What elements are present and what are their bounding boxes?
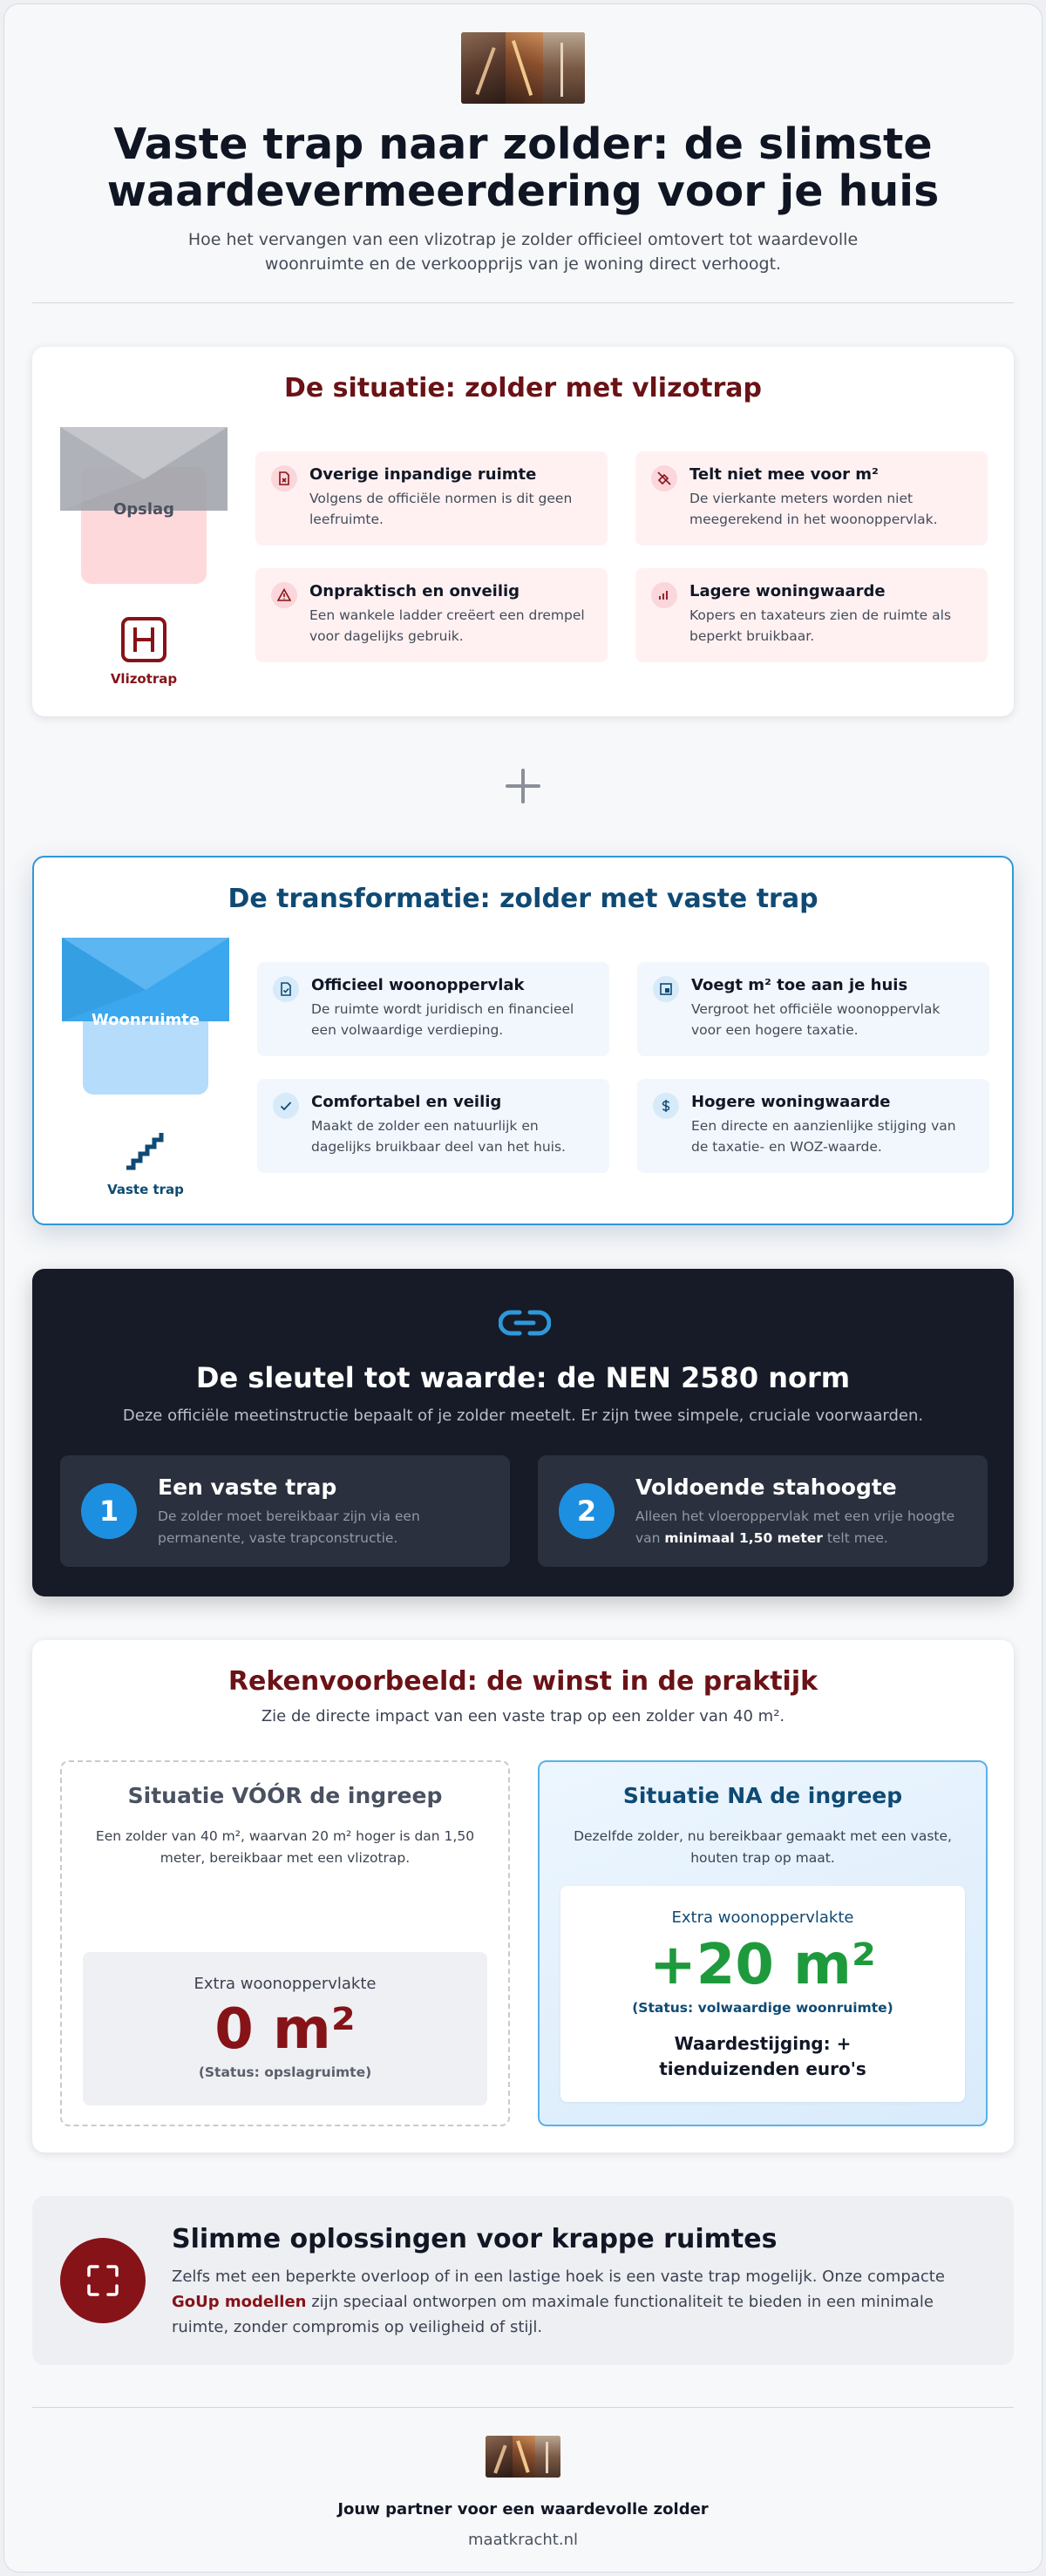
nen-subtitle: Deze officiële meetinstructie bepaalt of je zolder meetelt. Er zijn twee simpele, cruciale voorwaarden. xyxy=(122,1407,924,1425)
result-gain: Waardestijging: + tienduizenden euro's xyxy=(659,2033,866,2079)
warning-icon xyxy=(271,582,297,608)
area-add-icon xyxy=(653,976,679,1002)
expand-icon xyxy=(60,2238,146,2323)
situatie-voor-title: Situatie VÓÓR de ingreep xyxy=(127,1783,443,1808)
dollar-icon xyxy=(653,1093,679,1119)
result-value: +20 m² xyxy=(649,1933,876,1997)
ladder-caption: Vlizotrap xyxy=(110,671,178,687)
feature-title: Onpraktisch en onveilig xyxy=(309,582,520,600)
feature-title: Lagere woningwaarde xyxy=(689,582,886,600)
feature-title: Telt niet mee voor m² xyxy=(689,465,879,484)
feature-title: Officieel woonoppervlak xyxy=(311,976,525,994)
house-label: Woonruimte xyxy=(91,1011,200,1029)
ruler-off-icon xyxy=(651,465,677,491)
situatie-title: De situatie: zolder met vlizotrap xyxy=(283,373,763,403)
stairs-caption: Vaste trap xyxy=(107,1182,184,1197)
rekenvoorbeeld-intro: Zie de directe impact van een vaste trap op een zolder van 40 m². xyxy=(261,1707,785,1725)
nen-title: De sleutel tot waarde: de NEN 2580 norm xyxy=(195,1361,851,1394)
header-divider xyxy=(32,302,1014,303)
footer-photo-logo xyxy=(486,2436,560,2478)
transformatie-title: De transformatie: zolder met vaste trap xyxy=(228,884,818,914)
condition-vaste-trap xyxy=(60,1455,510,1567)
rekenvoorbeeld-card xyxy=(32,1640,1014,2152)
feature-text: Een wankele ladder creëert een drempel voor dagelijks gebruik. xyxy=(309,607,585,644)
condition-text: Alleen het vloeroppervlak met een vrije hoogte van minimaal 1,50 meter telt mee. xyxy=(635,1508,955,1546)
result-status: (Status: volwaardige woonruimte) xyxy=(632,2000,893,2016)
feature-title: Overige inpandige ruimte xyxy=(309,465,537,484)
feature-onveilig xyxy=(255,568,608,662)
feature-overige-ruimte xyxy=(255,451,608,546)
situatie-na-desc: Dezelfde zolder, nu bereikbaar gemaakt met een vaste, houten trap op maat. xyxy=(574,1828,952,1866)
slimme-oplossingen-section xyxy=(32,2196,1014,2365)
feature-title: Voegt m² toe aan je huis xyxy=(691,976,908,994)
situatie-features xyxy=(255,451,988,662)
feature-text: De vierkante meters worden niet meegerekend in het woonoppervlak. xyxy=(689,491,938,527)
condition-number: 1 xyxy=(81,1483,137,1539)
situatie-na-title: Situatie NA de ingreep xyxy=(622,1783,903,1808)
plus-divider xyxy=(32,716,1014,856)
ladder-icon xyxy=(119,615,168,664)
house-living-icon xyxy=(62,938,229,1095)
situatie-voor xyxy=(60,1760,510,2126)
header-photo-logo xyxy=(461,32,585,104)
feature-hogere-waarde xyxy=(637,1079,989,1173)
page-subtitle: Hoe het vervangen van een vlizotrap je zolder officieel omtovert tot waardevolle woonruimte en de verkoopprijs van je woning direct verhoogt. xyxy=(187,230,859,274)
footer-divider xyxy=(32,2407,1014,2408)
file-x-icon xyxy=(271,465,297,491)
feature-text: Vergroot het officiële woonoppervlak voor een hogere taxatie. xyxy=(691,1001,941,1038)
feature-text: Volgens de officiële normen is dit geen leefruimte. xyxy=(309,491,573,527)
footer-tagline: Jouw partner voor een waardevolle zolder xyxy=(337,2500,709,2518)
result-label: Extra woonoppervlakte xyxy=(194,1975,377,1993)
transformatie-features xyxy=(257,962,989,1173)
chart-down-icon xyxy=(651,582,677,608)
condition-number: 2 xyxy=(559,1483,615,1539)
goup-models-link[interactable]: GoUp modellen xyxy=(172,2293,307,2311)
slim-title: Slimme oplossingen voor krappe ruimtes xyxy=(172,2224,778,2254)
feature-telt-niet-mee xyxy=(635,451,988,546)
feature-text: De ruimte wordt juridisch en financieel een volwaardige verdieping. xyxy=(311,1001,574,1038)
situatie-na xyxy=(538,1760,988,2126)
house-label: Opslag xyxy=(112,500,175,519)
nen-norm-section xyxy=(32,1269,1014,1596)
house-storage-icon xyxy=(60,427,228,584)
result-value: 0 m² xyxy=(214,1997,356,2062)
feature-voegt-m2-toe xyxy=(637,962,989,1056)
transformatie-card xyxy=(32,856,1014,1225)
feature-title: Comfortabel en veilig xyxy=(311,1093,502,1111)
check-icon xyxy=(273,1093,299,1119)
situatie-voor-desc: Een zolder van 40 m², waarvan 20 m² hoger is dan 1,50 meter, bereikbaar met een vlizotrap. xyxy=(95,1828,475,1866)
plus-icon xyxy=(502,765,544,807)
situatie-illustration xyxy=(60,427,228,687)
situatie-card xyxy=(32,347,1014,716)
feature-lagere-waarde xyxy=(635,568,988,662)
transformatie-illustration xyxy=(62,938,229,1197)
feature-text: Kopers en taxateurs zien de ruimte als beperkt bruikbaar. xyxy=(689,607,952,644)
result-label: Extra woonoppervlakte xyxy=(671,1908,854,1927)
result-box-voor xyxy=(83,1952,487,2105)
footer-site[interactable]: maatkracht.nl xyxy=(468,2531,578,2549)
page-content xyxy=(32,32,1014,2549)
page xyxy=(3,3,1043,2573)
feature-title: Hogere woningwaarde xyxy=(691,1093,891,1111)
rekenvoorbeeld-title: Rekenvoorbeeld: de winst in de praktijk xyxy=(228,1666,818,1697)
result-status: (Status: opslagruimte) xyxy=(198,2064,372,2080)
feature-comfortabel xyxy=(257,1079,609,1173)
file-check-icon xyxy=(273,976,299,1002)
feature-text: Een directe en aanzienlijke stijging van de taxatie- en WOZ-waarde. xyxy=(691,1118,956,1155)
feature-officieel-woonoppervlak xyxy=(257,962,609,1056)
feature-text: Maakt de zolder een natuurlijk en dagelijks bruikbaar deel van het huis. xyxy=(311,1118,566,1155)
page-title: Vaste trap naar zolder: de slimste waardevermeerdering voor je huis xyxy=(106,119,940,216)
condition-stahoogte xyxy=(538,1455,988,1567)
link-icon xyxy=(499,1304,551,1342)
condition-title: Voldoende stahoogte xyxy=(635,1474,897,1500)
condition-title: Een vaste trap xyxy=(158,1474,337,1500)
condition-text: De zolder moet bereikbaar zijn via een permanente, vaste trapconstructie. xyxy=(158,1508,420,1546)
stairs-icon xyxy=(121,1126,170,1175)
result-box-na xyxy=(560,1886,965,2102)
slim-text: Zelfs met een beperkte overloop of in een lastige hoek is een vaste trap mogelijk. Onze compacte GoUp modellen zijn speciaal ontworpen om maximale functionaliteit te bieden in een minimale ruimte, zonder compromis op veiligheid of stijl. xyxy=(172,2268,945,2336)
